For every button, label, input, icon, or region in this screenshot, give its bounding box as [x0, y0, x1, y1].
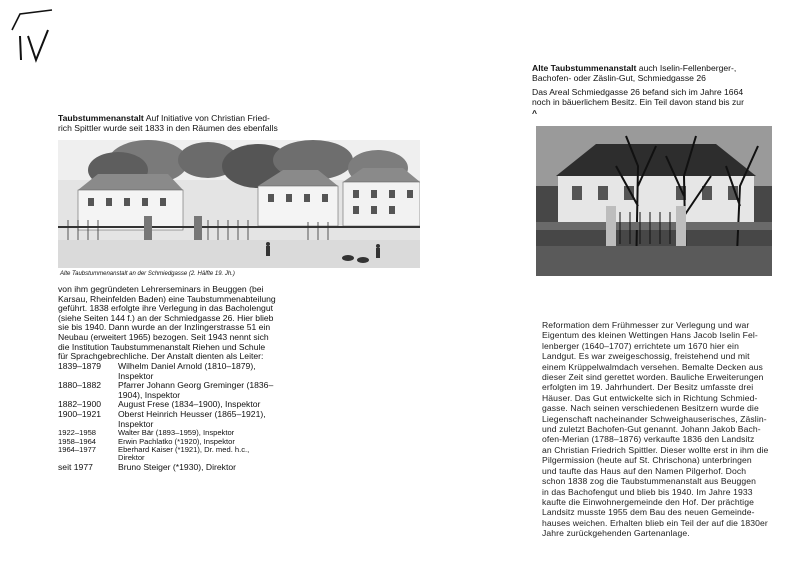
director-entry: 1882–1900 August Frese (1834–1900), Inspektor [58, 399, 261, 410]
director-entry: 1922–1958 Walter Bär (1893–1959), Inspektor [58, 428, 235, 438]
engraving-image [58, 140, 420, 268]
house-photo [536, 126, 772, 276]
right-body: Reformation dem Frühmesser zur Verlegung und war Eigentum des kleinen Wettingen Hans Jacob Iselin Fel- lenberger (1640–1707) errichtete um 1670 hier ein Landgut. Es war zweigeschossig, freistehend und mit einem Krüppelwalmdach versehen. Bemalte Decken aus dieser Zeit sind gerettet worden. Bauliche Erweiterungen erfolgten im 19. Jahrhundert. Der Besitz umfasste drei Häuser. Das Gut entwickelte sich in Richtung Schmied- gasse. Nach seinen verschiedenen Besitzern wurde die Liegenschaft nacheinander Schweighauserisches, Zäslin- und zuletzt Bachofen-Gut genannt. Johann Jakob Bach- ofen-Merian (1788–1876) verkaufte 1836 den Landsitz an Christian Friedrich Spittler. Dieser wollte erst in ihm die Pilgermission (heute auf St. Chrischona) unterbringen und taufte das Haus auf den Namen Pilgerhof. Doch schon 1838 zog die Taubstummenanstalt aus Beuggen in das Bachofengut und blieb bis 1940. Im Jahre 1933 kaufte die Einwohnergemeinde den Hof. Der prächtige Landsitz musste 1955 dem Bau des neuen Gemeinde- hauses weichen. Erhalten blieb ein Teil der auf die 1830er Jahre zurückgehenden Gartenanlage. [542, 320, 769, 539]
director-entry: seit 1977 Bruno Steiger (*1930), Direktor [58, 461, 236, 472]
director-entry-cont: Inspektor [118, 370, 154, 381]
director-entry: 1900–1921 Oberst Heinrich Heusser (1865–1921), [58, 408, 266, 419]
director-entry: 1958–1964 Erwin Pachlatko (*1920), Inspektor [58, 436, 235, 446]
arrow-marker: ^ [532, 107, 538, 118]
left-intro: Taubstummenanstalt Auf Initiative von Christian Fried- rich Spittler wurde seit 1833 in den Räumen des ebenfalls [58, 113, 278, 133]
director-entry: 1964–1977 Eberhard Kaiser (*1921), Dr. med. h.c., [58, 444, 250, 454]
director-entry: 1839–1879 Wilhelm Daniel Arnold (1810–1879), [58, 361, 256, 371]
director-entry: 1880–1882 Pfarrer Johann Georg Greminger (1836– [58, 380, 274, 391]
left-body: von ihm gegründeten Lehrerseminars in Beuggen (bei Karsau, Rheinfelden Baden) eine Taubstummenabteilung geführt. 1838 erfolgte ihre Verlegung in das Bacholengut (siehe Seiten 144 f.) an der Schmiedgasse 26. Hier blieb sie bis 1940. Dann wurde an der Inzlingerstrasse 51 ein Neubau (erweitert 1965) bezogen. Seit 1943 nennt sich die Institution Taubstummenanstalt Riehen und Schule für Sprachgebrechliche. Der Anstalt dienten als Leiter: [58, 284, 276, 362]
director-entry-cont: Inspektor [118, 418, 154, 429]
director-entry-cont: Direktor [118, 453, 145, 463]
page-mark [8, 8, 58, 68]
director-entry-cont: 1904), Inspektor [118, 389, 181, 400]
image-caption: Alte Taubstummenanstalt an der Schmiedgasse (2. Hälfte 19. Jh.) [60, 271, 235, 277]
directors-list [58, 362, 273, 472]
left-heading: Taubstummenanstalt [58, 113, 144, 123]
right-heading: Alte Taubstummenanstalt [532, 63, 637, 73]
right-intro: Alte Taubstummenanstalt auch Iselin-Fellenberger-, Bachofen- oder Zäslin-Gut, Schmiedgasse 26 Das Areal Schmiedgasse 26 befand sich im Jahre 1664 noch in bäuerlichem Besitz. Ein Teil davon stand bis zur ^ [532, 63, 744, 118]
